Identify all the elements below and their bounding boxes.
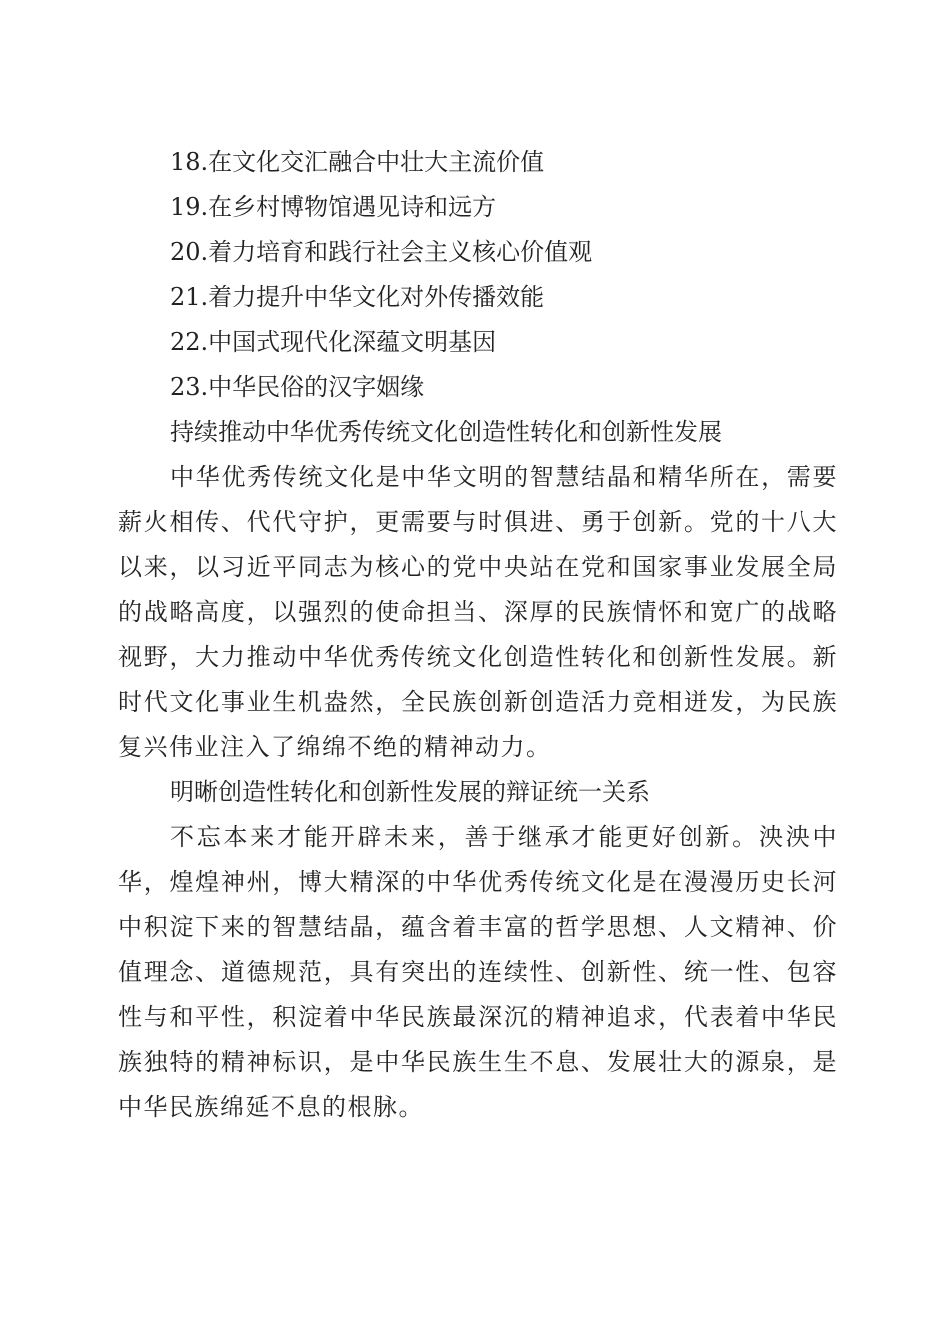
list-item: 22.中国式现代化深蕴文明基因 [170, 328, 497, 356]
list-item: 21.着力提升中华文化对外传播效能 [170, 283, 545, 311]
section-paragraph: 不忘本来才能开辟未来，善于继承才能更好创新。泱泱中华，煌煌神州，博大精深的中华优秀传统文化是在漫漫历史长河中积淀下来的智慧结晶，蕴含着丰富的哲学思想、人文精神、价值理念、道德规范，具有突出的连续性、创新性、统一性、包容性与和平性，积淀着中华民族最深沉的精神追求，代表着中华民族独特的精神标识，是中华民族生生不息、发展壮大的源泉，是中华民族绵延不息的根脉。 [118, 823, 838, 1121]
section-paragraph: 中华优秀传统文化是中华文明的智慧结晶和精华所在，需要薪火相传、代代守护，更需要与时俱进、勇于创新。党的十八大以来，以习近平同志为核心的党中央站在党和国家事业发展全局的战略高度，以强烈的使命担当、深厚的民族情怀和宽广的战略视野，大力推动中华优秀传统文化创造性转化和创新性发展。新时代文化事业生机盎然，全民族创新创造活力竞相迸发，为民族复兴伟业注入了绵绵不绝的精神动力。 [118, 463, 838, 761]
section-heading: 持续推动中华优秀传统文化创造性转化和创新性发展 [170, 418, 722, 446]
list-item: 23.中华民俗的汉字姻缘 [170, 373, 425, 401]
list-item: 19.在乡村博物馆遇见诗和远方 [170, 193, 497, 221]
article-title-list [170, 140, 870, 410]
section-heading: 明晰创造性转化和创新性发展的辩证统一关系 [170, 778, 650, 806]
section-dialectics [118, 770, 838, 1130]
list-item: 18.在文化交汇融合中壮大主流价值 [170, 148, 545, 176]
section-innovation [118, 410, 838, 770]
list-item: 20.着力培育和践行社会主义核心价值观 [170, 238, 593, 266]
